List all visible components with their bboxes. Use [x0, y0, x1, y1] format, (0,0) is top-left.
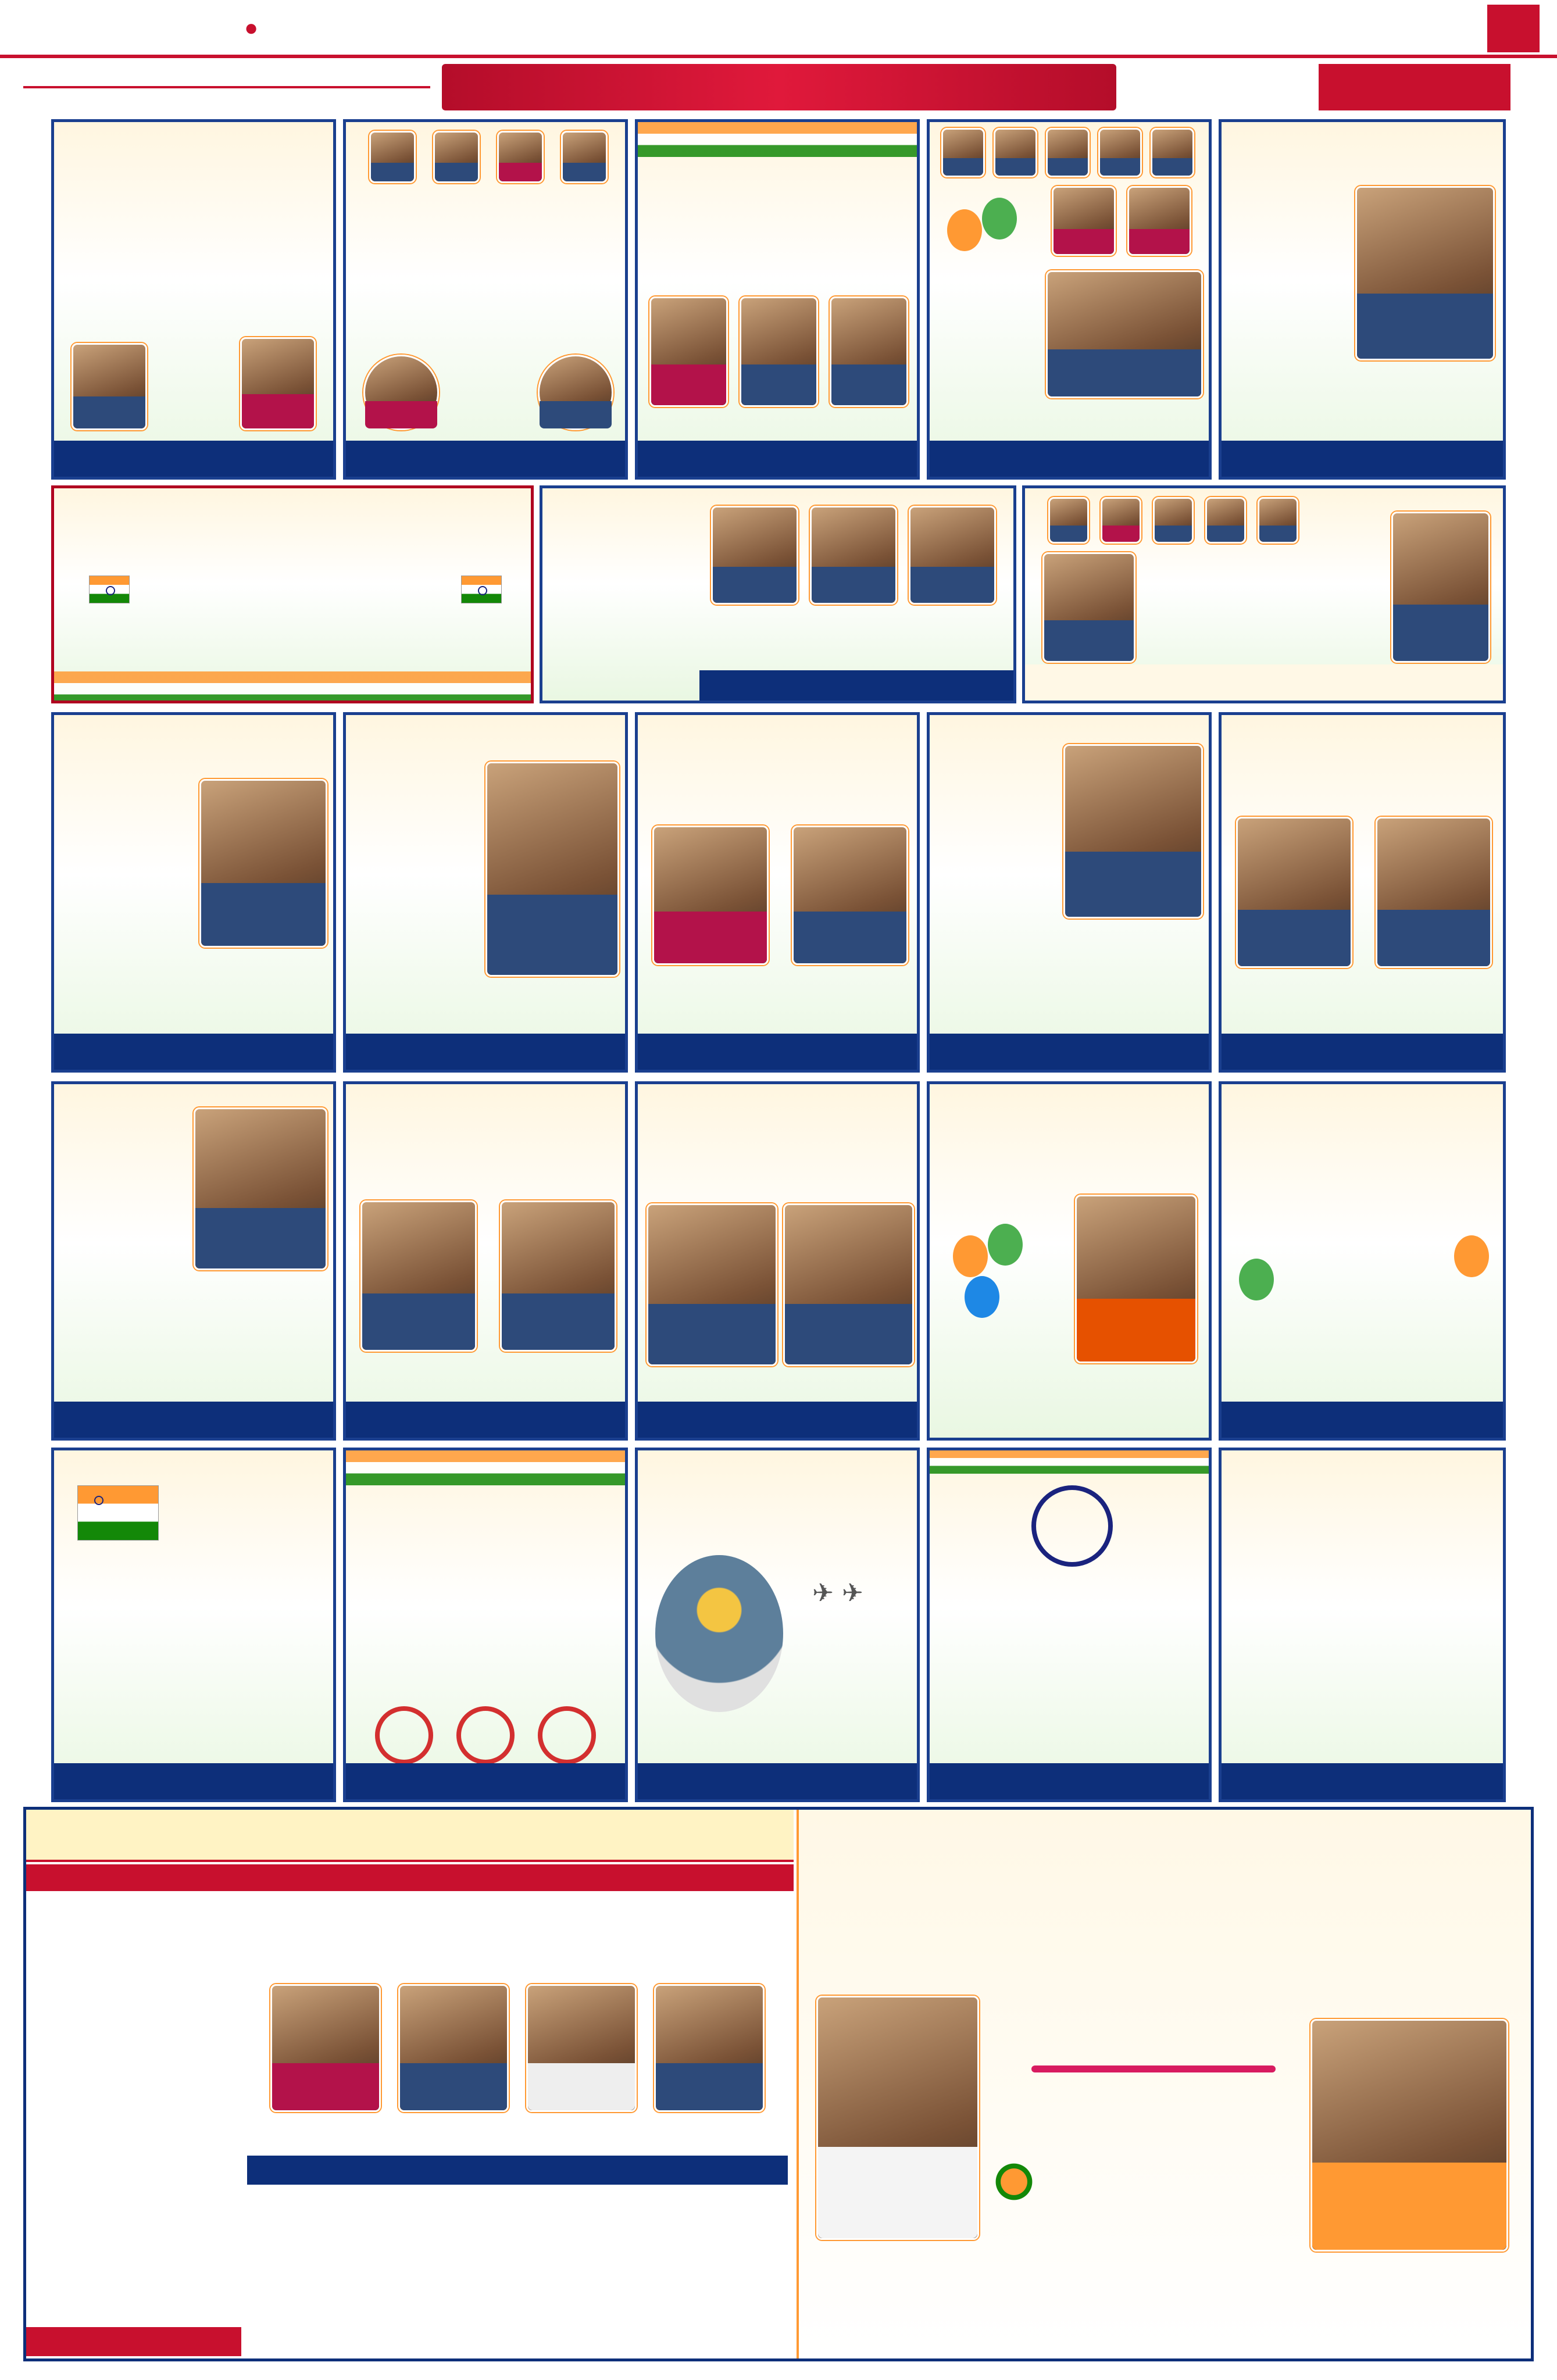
ad-pwd [635, 1448, 920, 1802]
leader-photo [497, 131, 544, 183]
ad-pamariya [51, 712, 336, 1073]
ad-sponsor [1222, 441, 1503, 477]
nagarpalika-ad [26, 1810, 794, 2358]
person-photo [199, 779, 327, 948]
person-photo [711, 506, 798, 605]
no-smoking-icon [456, 1706, 515, 1764]
person-photo [1052, 186, 1116, 256]
ad-sponsor [699, 670, 1013, 701]
jets-icon: ✈ ✈ [812, 1578, 863, 1608]
person-photo [1042, 552, 1135, 663]
globe-icon: ● [244, 15, 259, 41]
ad-dharmendra [635, 1081, 920, 1441]
section-banner [0, 64, 1557, 110]
npp-address [26, 1864, 794, 1891]
ad-sponsor [930, 441, 1209, 477]
worker-illustration [655, 1555, 783, 1712]
ad-ghatwai [540, 485, 1016, 703]
person-photo [1376, 817, 1492, 968]
person-photo [1127, 186, 1191, 256]
ad-sponsor [54, 1763, 333, 1799]
ad-transport [51, 1448, 336, 1802]
ad-mahendra [51, 485, 534, 703]
ad-sponsor [930, 1034, 1209, 1070]
npp-title [26, 1810, 794, 1862]
person-photo [1236, 817, 1352, 968]
ad-raj-karmachari [927, 712, 1212, 1073]
official-photo [526, 1984, 637, 2112]
ad-shivsena [927, 1081, 1212, 1441]
banner-title [442, 64, 1116, 110]
person-photo [810, 506, 897, 605]
person-photo [783, 1203, 914, 1366]
banner-rule [23, 86, 430, 88]
ad-seu [635, 712, 920, 1073]
person-photo [647, 1203, 777, 1366]
bjp-ad [797, 1810, 1531, 2358]
leader-photo [1153, 497, 1194, 544]
person-photo [649, 296, 728, 407]
leader-photo [1205, 497, 1246, 544]
ad-sponsor [1222, 1034, 1503, 1070]
tricolor-band [346, 1450, 625, 1485]
leader-photo [433, 131, 480, 183]
flag-icon [77, 1485, 159, 1541]
leader-photo [1101, 497, 1141, 544]
leader-photo [941, 128, 985, 177]
official-photo [398, 1984, 509, 2112]
ad-sponsor [54, 1034, 333, 1070]
person-photo [1075, 1195, 1197, 1363]
person-photo [909, 506, 996, 605]
section-tag [1319, 64, 1510, 110]
ad-excise [343, 1448, 628, 1802]
tricolor-band [930, 1450, 1209, 1474]
ad-sponsor [346, 1402, 625, 1438]
person-photo [363, 355, 439, 430]
site-link[interactable] [244, 15, 264, 41]
ad-sponsor [638, 1763, 917, 1799]
leader-photo [1048, 497, 1089, 544]
leader-photo [1046, 128, 1090, 177]
person-photo [72, 343, 147, 430]
leader-photo [369, 131, 416, 183]
ad-sangul [1219, 119, 1506, 480]
ad-sponsor [346, 441, 625, 477]
leader-photo [1258, 497, 1298, 544]
flag-icon [461, 576, 502, 603]
person-photo [485, 762, 619, 977]
balloon-icon [1239, 1259, 1274, 1300]
ad-vardha [927, 119, 1212, 480]
balloon-icon [965, 1276, 999, 1318]
person-photo [1046, 270, 1203, 398]
leader-photo [561, 131, 608, 183]
bins-bar [247, 2156, 788, 2185]
ad-mauakheda [51, 1081, 336, 1441]
person-photo [652, 826, 769, 965]
ad-sponsor [638, 1402, 917, 1438]
ad-sponsor [54, 441, 333, 477]
person-photo [830, 296, 908, 407]
person-photo [740, 296, 818, 407]
balloon-icon [982, 198, 1017, 240]
ad-rawan [343, 119, 628, 480]
ad-sponsor [1222, 1763, 1503, 1799]
balloon-icon [1454, 1235, 1489, 1277]
person-photo [1355, 186, 1495, 360]
npp-footer [26, 2327, 241, 2356]
flag-icon [89, 576, 130, 603]
ad-congress [1022, 485, 1506, 703]
ad-nilesh [343, 712, 628, 1073]
leader-photo [1098, 128, 1142, 177]
ad-sponsor [346, 1763, 625, 1799]
no-drinks-icon [375, 1706, 433, 1764]
balloon-icon [953, 1235, 988, 1277]
person-photo [1063, 744, 1203, 919]
person-photo [194, 1107, 327, 1270]
ad-nagaur [1219, 712, 1506, 1073]
person-photo [538, 355, 613, 430]
ad-sponsor [1025, 664, 1503, 701]
page-number [1487, 5, 1540, 52]
masthead [0, 0, 1557, 58]
ad-sanskar [635, 119, 920, 480]
ad-sponsor [638, 1034, 917, 1070]
ad-wcd [927, 1448, 1212, 1802]
ad-khanij [1219, 1448, 1506, 1802]
balloon-icon [947, 209, 982, 251]
ad-krishi [1219, 1081, 1506, 1441]
official-photo [270, 1984, 381, 2112]
person-photo [792, 826, 908, 965]
ad-sponsor [346, 1034, 625, 1070]
leader-photo-large [1310, 2019, 1508, 2252]
official-photo [654, 1984, 765, 2112]
bjp-lotus-icon [991, 2159, 1037, 2205]
person-photo [1391, 512, 1490, 663]
bjp-gantantra-logo [1031, 2065, 1276, 2072]
leader-photo [994, 128, 1037, 177]
person-photo [360, 1200, 477, 1352]
leader-photo-large [816, 1996, 979, 2240]
person-photo [500, 1200, 616, 1352]
ashoka-chakra-icon [1031, 1485, 1113, 1567]
ad-sponsor [1222, 1402, 1503, 1438]
ad-sponsor [930, 1763, 1209, 1799]
tricolor-band [54, 671, 531, 703]
ad-sponsor [638, 441, 917, 477]
no-drugs-icon [538, 1706, 596, 1764]
person-photo [240, 337, 316, 430]
tricolor-band [638, 122, 917, 157]
leader-photo [1151, 128, 1194, 177]
ad-kaikheda [51, 119, 336, 480]
ad-sponsor [54, 1402, 333, 1438]
balloon-icon [988, 1224, 1023, 1266]
bottom-ads [23, 1807, 1534, 2361]
ad-agro [343, 1081, 628, 1441]
